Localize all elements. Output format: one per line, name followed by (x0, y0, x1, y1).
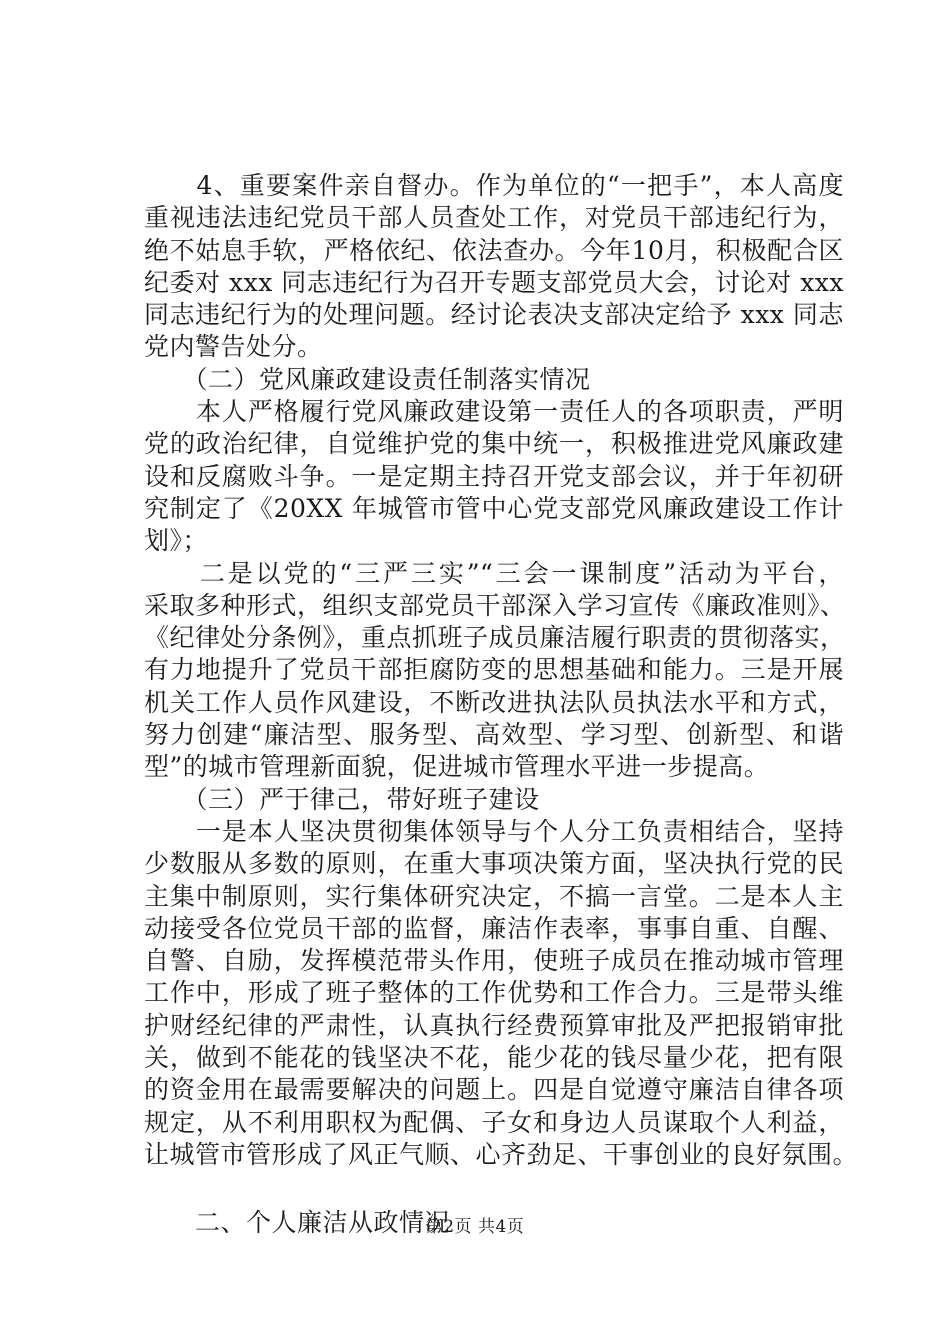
page-footer: 第2页 共4页 (425, 1217, 525, 1237)
section-gap (144, 1171, 844, 1207)
text-line: 绝不姑息手软，严格依纪、依法查办。今年10月，积极配合区 (144, 235, 844, 265)
text-line: 努力创建“廉洁型、服务型、高效型、学习型、创新型、和谐 (144, 720, 844, 750)
text-line: 机关工作人员作风建设，不断改进执法队员执法水平和方式， (144, 687, 844, 717)
text-line: 型”的城市管理新面貌，促进城市管理水平进一步提高。 (144, 752, 770, 782)
paragraph-lines (144, 170, 859, 1171)
text-line: 重视违法违纪党员干部人员查处工作，对党员干部违纪行为， (144, 203, 844, 233)
text-line: 采取多种形式，组织支部党员干部深入学习宣传《廉政准则》、 (144, 590, 846, 620)
text-line: 动接受各位党员干部的监督，廉洁作表率，事事自重、自醒、 (144, 913, 844, 943)
text-line: 有力地提升了党员干部拒腐防变的思想基础和能力。三是开展 (144, 655, 844, 685)
text-line: 究制定了《20XX 年城管市管中心党支部党风廉政建设工作计 (144, 493, 844, 523)
text-line: 工作中，形成了班子整体的工作优势和工作合力。三是带头维 (144, 978, 844, 1008)
text-line: 4、重要案件亲自督办。作为单位的“一把手”，本人高度 (144, 171, 844, 200)
text-line: 主集中制原则，实行集体研究决定，不搞一言堂。二是本人主 (144, 881, 844, 911)
text-line: 关，做到不能花的钱坚决不花，能少花的钱尽量少花，把有限 (144, 1043, 844, 1073)
text-line: （三）严于律己，带好班子建设 (144, 784, 540, 814)
text-line: 一是本人坚决贯彻集体领导与个人分工负责相结合，坚持 (144, 816, 844, 846)
text-line: 少数服从多数的原则，在重大事项决策方面，坚决执行党的民 (144, 849, 844, 879)
section-heading: 二、个人廉洁从政情况 (144, 1208, 451, 1238)
text-line: 规定，从不利用职权为配偶、子女和身边人员谋取个人利益， (144, 1107, 844, 1137)
text-line: 同志违纪行为的处理问题。经讨论表决支部决定给予 xxx 同志 (144, 300, 844, 330)
text-line: 让城管市管形成了风正气顺、心齐劲足、干事创业的良好氛围。 (144, 1139, 859, 1169)
document-body (144, 170, 859, 1240)
text-line: 护财经纪律的严肃性，认真执行经费预算审批及严把报销审批 (144, 1010, 844, 1040)
text-line: 二是以党的“三严三实”“三会一课制度”活动为平台， (144, 558, 844, 588)
text-line: 的资金用在最需要解决的问题上。四是自觉遵守廉洁自律各项 (144, 1075, 844, 1105)
text-line: 划》； (144, 526, 209, 556)
text-line: 设和反腐败斗争。一是定期主持召开党支部会议，并于年初研 (144, 461, 844, 491)
text-line: （二）党风廉政建设责任制落实情况 (144, 364, 591, 394)
text-line: 《纪律处分条例》，重点抓班子成员廉洁履行职责的贯彻落实， (144, 623, 846, 653)
text-line: 纪委对 xxx 同志违纪行为召开专题支部党员大会，讨论对 xxx (144, 267, 844, 297)
text-line: 自警、自励，发挥模范带头作用，使班子成员在推动城市管理 (144, 946, 844, 976)
text-line: 党内警告处分。 (144, 332, 323, 362)
text-line: 党的政治纪律，自觉维护党的集中统一，积极推进党风廉政建 (144, 429, 844, 459)
text-line: 本人严格履行党风廉政建设第一责任人的各项职责，严明 (144, 397, 844, 427)
